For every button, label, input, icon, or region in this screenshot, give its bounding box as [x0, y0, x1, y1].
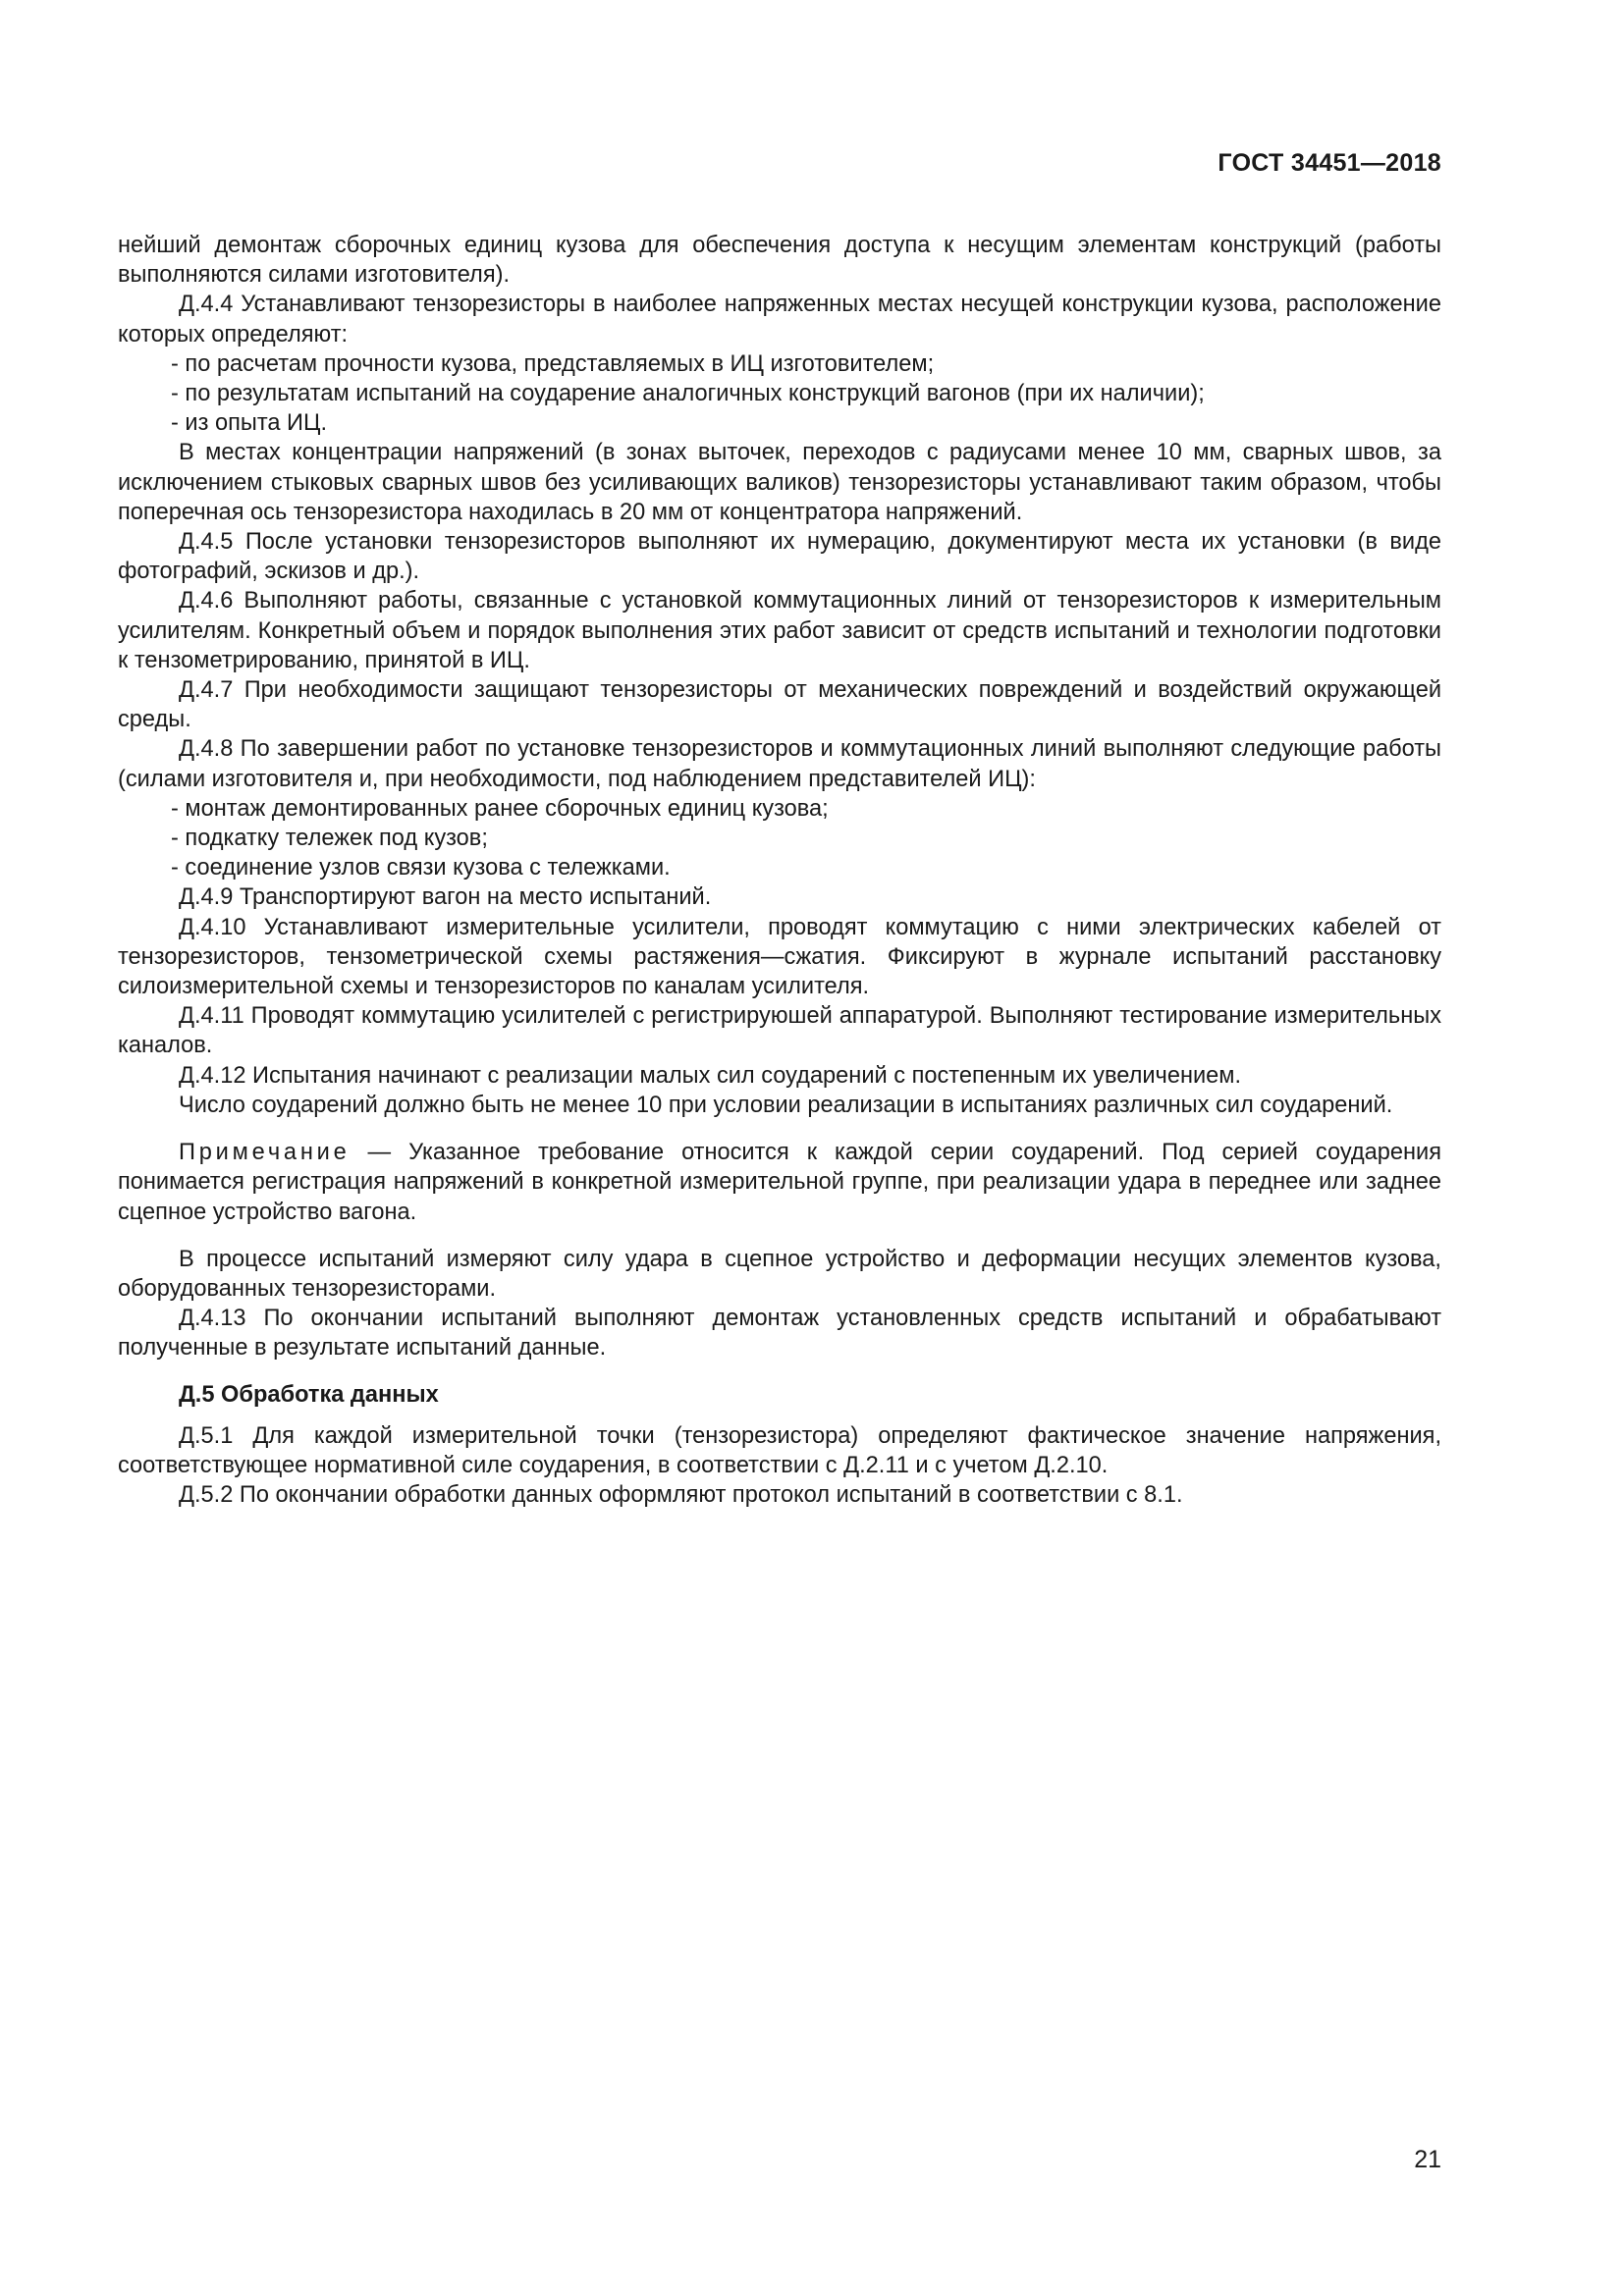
- document-body: [118, 231, 1441, 1510]
- paragraph-continuation: нейший демонтаж сборочных единиц кузова для обеспечения доступа к несущим элементам конструкций (работы выполняются силами изготовителя).: [118, 233, 1441, 289]
- paragraph-d51: Д.5.1 Для каждой измерительной точки (тензорезистора) определяют фактическое значение напряжения, соответствующее нормативной силе соударения, в соответствии с Д.2.11 и с учетом Д.2.10.: [118, 1422, 1441, 1478]
- paragraph-d412: Д.4.12 Испытания начинают с реализации малых сил соударений с постепенным их увеличением.: [179, 1062, 1242, 1089]
- paragraph-d413: Д.4.13 По окончании испытаний выполняют демонтаж установленных средств испытаний и обрабатывают полученные в результате испытаний данные.: [118, 1306, 1441, 1362]
- paragraph-d45: Д.4.5 После установки тензорезисторов выполняют их нумерацию, документируют места их установки (в виде фотографий, эскизов и др.).: [118, 529, 1441, 585]
- paragraph-d44: Д.4.4 Устанавливают тензорезисторы в наиболее напряженных местах несущей конструкции кузова, расположение которых определяют:: [118, 292, 1441, 347]
- paragraph-process: В процессе испытаний измеряют силу удара в сцепное устройство и деформации несущих элементов кузова, оборудованных тензорезисторами.: [118, 1246, 1441, 1302]
- paragraph-d46: Д.4.6 Выполняют работы, связанные с установкой коммутационных линий от тензорезисторов к измерительным усилителям. Конкретный объем и порядок выполнения этих работ зависит от средств испытаний и технологии подготовки к тензометрированию, принятой в ИЦ.: [118, 588, 1441, 673]
- note-label: Примечание: [179, 1140, 351, 1166]
- list-item: - монтаж демонтированных ранее сборочных единиц кузова;: [171, 795, 829, 822]
- paragraph-d47: Д.4.7 При необходимости защищают тензорезисторы от механических повреждений и воздействий окружающей среды.: [118, 677, 1441, 733]
- paragraph-d411: Д.4.11 Проводят коммутацию усилителей с регистрируюшей аппаратурой. Выполняют тестирование измерительных каналов.: [118, 1003, 1441, 1059]
- list-item: - по расчетам прочности кузова, представляемых в ИЦ изготовителем;: [171, 350, 935, 377]
- paragraph-d52: Д.5.2 По окончании обработки данных оформляют протокол испытаний в соответствии с 8.1.: [179, 1482, 1183, 1509]
- list-item: - соединение узлов связи кузова с тележками.: [171, 855, 671, 881]
- paragraph-impact-count: Число соударений должно быть не менее 10 при условии реализации в испытаниях различных сил соударений.: [179, 1092, 1393, 1118]
- document-header: ГОСТ 34451—2018: [1218, 149, 1441, 177]
- section-title: Д.5 Обработка данных: [179, 1381, 439, 1408]
- paragraph-d410: Д.4.10 Устанавливают измерительные усилители, проводят коммутацию с ними электрических кабелей от тензорезисторов, тензометрической схемы растяжения—сжатия. Фиксируют в журнале испытаний расстановку силоизмерительной схемы и тензорезисторов по каналам усилителя.: [118, 914, 1441, 1000]
- paragraph-d48: Д.4.8 По завершении работ по установке тензорезисторов и коммутационных линий выполняют следующие работы (силами изготовителя и, при необходимости, под наблюдением представителей ИЦ):: [118, 736, 1441, 792]
- paragraph-concentration: В местах концентрации напряжений (в зонах выточек, переходов с радиусами менее 10 мм, сварных швов, за исключением стыковых сварных швов без усиливающих валиков) тензорезисторы устанавливают таким образом, чтобы поперечная ось тензорезистора находилась в 20 мм от концентратора напряжений.: [118, 440, 1441, 525]
- note: [118, 1138, 1441, 1227]
- page-number: 21: [1414, 2146, 1441, 2173]
- list-item: - по результатам испытаний на соударение аналогичных конструкций вагонов (при их наличии);: [171, 381, 1205, 407]
- list-item: - из опыта ИЦ.: [171, 410, 328, 437]
- paragraph-d49: Д.4.9 Транспортируют вагон на место испытаний.: [179, 884, 712, 911]
- note-text: — Указанное требование относится к каждой серии соударений. Под серией соударения понимается регистрация напряжений в конкретной измерительной группе, при реализации удара в переднее или заднее сцепное устройство вагона.: [118, 1140, 1441, 1225]
- list-item: - подкатку тележек под кузов;: [171, 826, 488, 852]
